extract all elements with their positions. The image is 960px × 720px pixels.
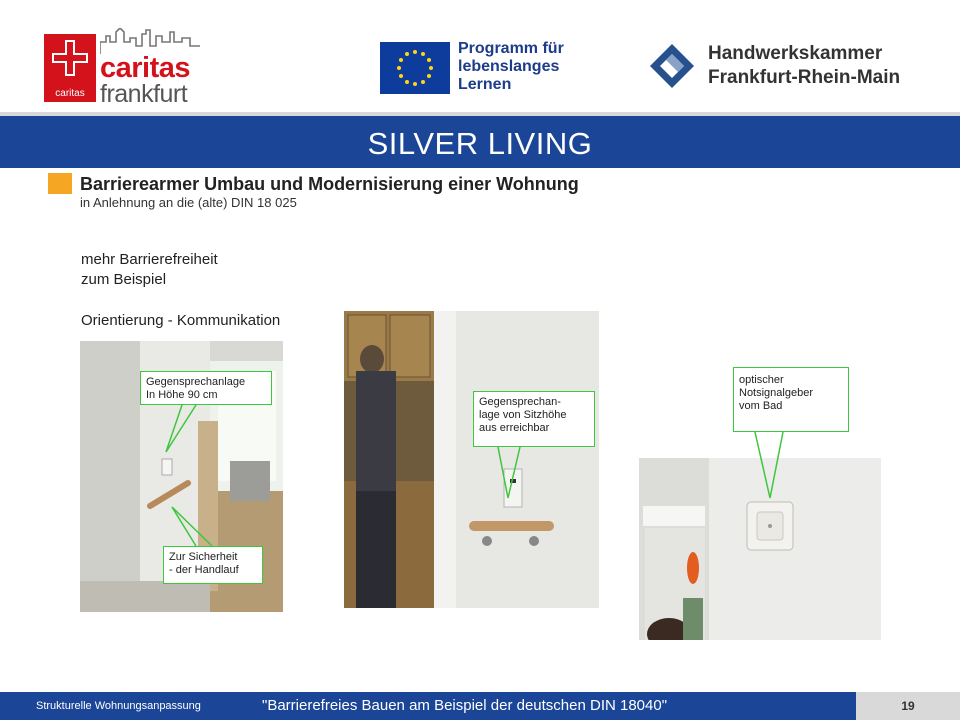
callout-1-line-1: Gegensprechanlage <box>146 376 246 388</box>
eu-flag-icon <box>380 42 450 94</box>
caritas-cross-icon <box>52 40 88 76</box>
eu-programme-logo <box>380 40 580 100</box>
eu-programme-text <box>458 40 564 94</box>
logo-bar <box>0 0 960 108</box>
slide-title: SILVER LIVING <box>367 126 593 161</box>
page-number: 19 <box>856 692 960 720</box>
hwk-logo <box>648 42 938 102</box>
callout-4-line-1: optischer <box>739 374 784 386</box>
caritas-badge <box>44 34 96 102</box>
callout-handrail <box>163 546 263 584</box>
eu-line-3: Lernen <box>458 76 512 93</box>
caritas-badge-text: caritas <box>55 88 85 99</box>
hwk-text <box>708 42 900 90</box>
skyline-icon <box>100 28 200 54</box>
callout-intercom-seated <box>473 391 595 447</box>
hwk-emblem-icon <box>648 42 696 90</box>
eu-line-2: lebenslanges <box>458 58 560 75</box>
intro-line-2: zum Beispiel <box>81 271 167 288</box>
callout-intercom-height <box>140 371 272 405</box>
callout-4-line-3: vom Bad <box>739 400 783 412</box>
footer-bar <box>0 692 960 720</box>
hwk-line-2: Frankfurt-Rhein-Main <box>708 67 901 88</box>
callout-4-line-2: Notsignalgeber <box>739 387 813 399</box>
photo-emergency-signal <box>639 458 881 640</box>
hwk-line-1: Handwerkskammer <box>708 43 883 64</box>
callout-3-line-3: aus erreichbar <box>479 422 550 434</box>
topic-line: Orientierung - Kommunikation <box>81 312 281 329</box>
callout-2-line-2: - der Handlauf <box>169 564 239 576</box>
callout-emergency-signal <box>733 367 849 432</box>
footer-presentation-title: "Barrierefreies Bauen am Beispiel der deutschen DIN 18040" <box>262 697 668 714</box>
photo-kitchen-intercom <box>344 311 599 608</box>
caritas-logo <box>44 34 204 106</box>
callout-3-line-1: Gegensprechan- <box>479 396 561 408</box>
heading-bullet-icon <box>48 173 72 194</box>
callout-1-line-2: In Höhe 90 cm <box>146 389 218 401</box>
title-bar <box>0 112 960 168</box>
callout-3-line-2: lage von Sitzhöhe <box>479 409 567 421</box>
eu-line-1: Programm für <box>458 40 564 57</box>
footer-section: Strukturelle Wohnungsanpassung <box>36 700 201 712</box>
caritas-city: frankfurt <box>100 80 188 108</box>
intro-line-1: mehr Barrierefreiheit <box>81 251 218 268</box>
slide-subheading: in Anlehnung an die (alte) DIN 18 025 <box>80 195 297 210</box>
caritas-wordmark: caritas <box>100 52 191 84</box>
callout-2-line-1: Zur Sicherheit <box>169 551 238 563</box>
slide-heading: Barrierearmer Umbau und Modernisierung einer Wohnung <box>80 174 579 194</box>
